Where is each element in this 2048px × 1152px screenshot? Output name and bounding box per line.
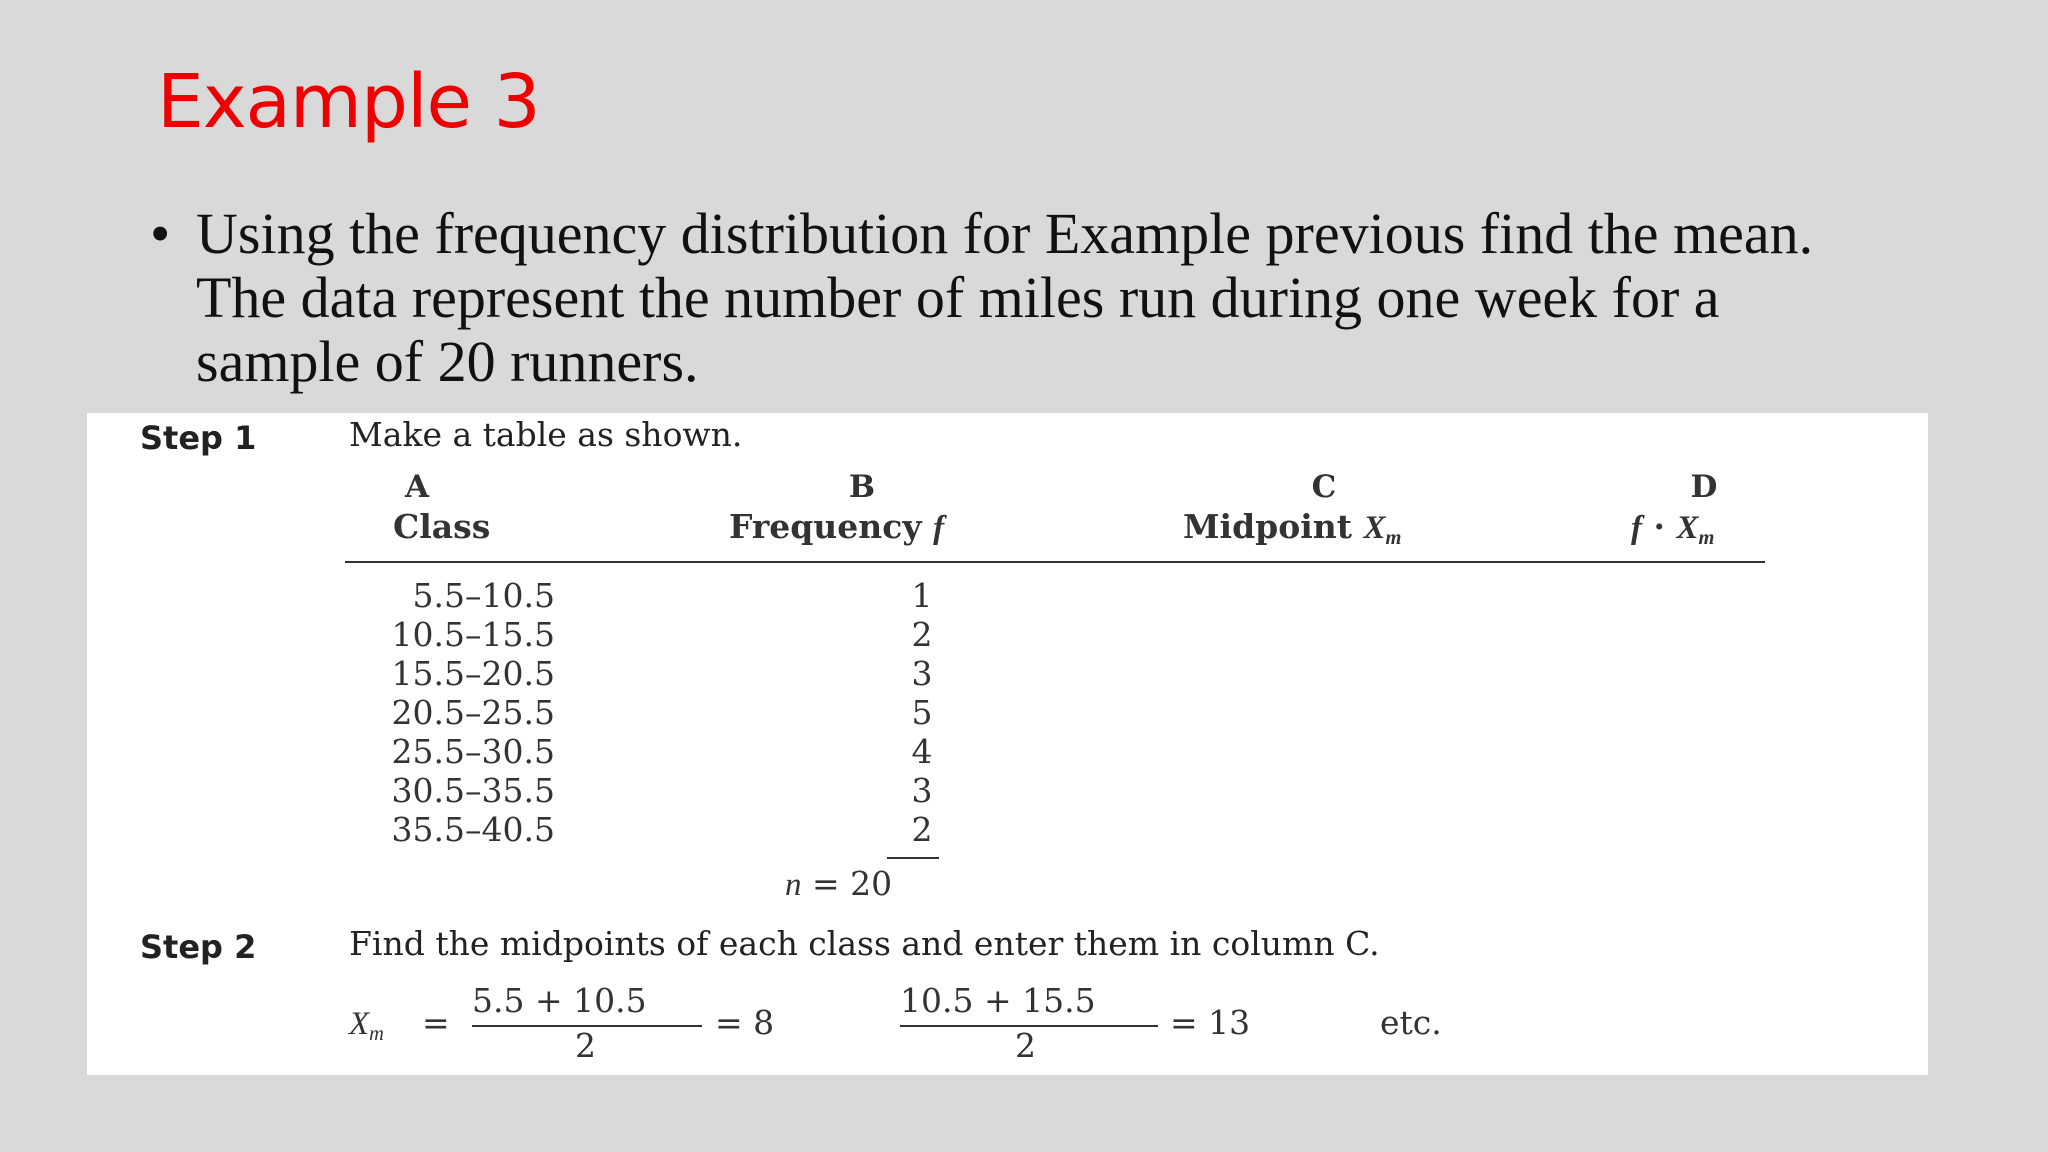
fraction-1-denominator: 2 <box>575 1026 596 1065</box>
column-b-letter: B <box>848 469 876 505</box>
table-row: 25.5–30.5 <box>391 732 555 771</box>
column-a-header: Class <box>393 507 491 546</box>
table-row: 35.5–40.5 <box>391 810 555 849</box>
equals-sign: = <box>422 1003 450 1042</box>
step1-text: Make a table as shown. <box>349 415 743 454</box>
total-n: n = 20 <box>785 864 893 903</box>
column-d-header: $f \cdot X_m$ <box>1631 507 1715 550</box>
table-row: 5.5–10.5 <box>412 576 555 615</box>
column-c-letter: C <box>1311 469 1337 505</box>
table-header-rule <box>345 561 1765 563</box>
etc-text: etc. <box>1380 1003 1442 1042</box>
column-a-letter: A <box>404 469 430 505</box>
table-row: 20.5–25.5 <box>391 693 555 732</box>
textbook-excerpt-panel <box>87 413 1928 1075</box>
table-row: 15.5–20.5 <box>391 654 555 693</box>
bullet-line-1: Using the frequency distribution for Example previous find the mean. <box>196 201 1814 266</box>
frequency-value: 4 <box>911 732 933 771</box>
bullet-point <box>150 202 1910 394</box>
frequency-value: 2 <box>911 810 933 849</box>
frequency-value: 3 <box>911 771 933 810</box>
frequency-value: 3 <box>911 654 933 693</box>
step1-label: Step 1 <box>140 419 257 457</box>
bullet-line-2: The data represent the number of miles run during one week for a <box>196 265 1720 330</box>
column-b-header: Frequency f <box>729 507 945 546</box>
step2-text: Find the midpoints of each class and enter them in column C. <box>349 924 1380 963</box>
slide-title: Example 3 <box>157 59 540 145</box>
table-row: 10.5–15.5 <box>391 615 555 654</box>
midpoint-symbol: $X_m$ <box>349 1006 384 1046</box>
fraction-1-numerator: 5.5 + 10.5 <box>472 981 647 1020</box>
column-d-letter: D <box>1690 469 1718 505</box>
table-row: 30.5–35.5 <box>391 771 555 810</box>
bullet-marker: • <box>150 201 171 266</box>
frequency-value: 1 <box>911 576 933 615</box>
result-2: = 13 <box>1170 1003 1251 1042</box>
frequency-value: 2 <box>911 615 933 654</box>
step2-label: Step 2 <box>140 928 257 966</box>
fraction-2-numerator: 10.5 + 15.5 <box>900 981 1096 1020</box>
sum-rule <box>887 857 939 859</box>
fraction-2-denominator: 2 <box>1015 1026 1036 1065</box>
frequency-value: 5 <box>911 693 933 732</box>
column-c-header: Midpoint $X_m$ <box>1183 507 1402 550</box>
bullet-line-3: sample of 20 runners. <box>196 329 699 394</box>
result-1: = 8 <box>715 1003 775 1042</box>
